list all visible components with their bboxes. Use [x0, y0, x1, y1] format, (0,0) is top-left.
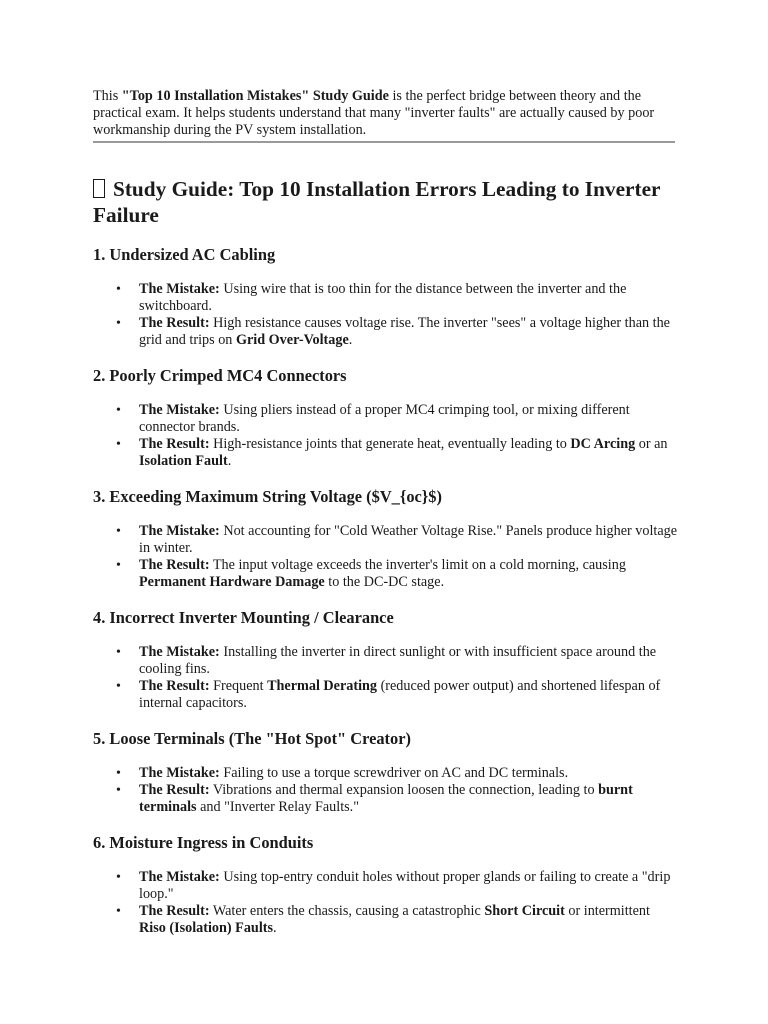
- bullet-list: [93, 402, 675, 470]
- list-item: [93, 765, 679, 782]
- page-title: [93, 176, 675, 228]
- item-text: .: [348, 332, 353, 348]
- item-text: Not accounting for "Cold Weather Voltage Rise." Panels produce higher voltage in winter.: [139, 523, 678, 556]
- item-label: The Result:: [139, 557, 210, 573]
- item-label: The Mistake:: [139, 644, 220, 660]
- item-emphasis: Riso (Isolation) Faults: [139, 920, 274, 936]
- missing-glyph-icon: [93, 179, 105, 198]
- item-label: The Mistake:: [139, 869, 220, 885]
- bullet-icon: •: [116, 679, 121, 694]
- bullet-icon: •: [116, 904, 121, 919]
- bullet-icon: •: [116, 558, 121, 573]
- item-text: High-resistance joints that generate heat, eventually leading to: [209, 436, 571, 452]
- section: [93, 608, 675, 712]
- item-emphasis: Short Circuit: [484, 903, 565, 919]
- list-item: [93, 315, 679, 349]
- list-item: [93, 869, 679, 903]
- item-text: Using wire that is too thin for the distance between the inverter and the switchboard.: [139, 281, 627, 314]
- item-text: or an: [635, 436, 668, 452]
- list-item: [93, 436, 679, 470]
- item-label: The Mistake:: [139, 281, 220, 297]
- item-text: or intermittent: [564, 903, 650, 919]
- item-label: The Result:: [139, 315, 210, 331]
- section: [93, 366, 675, 470]
- item-emphasis: Isolation Fault: [139, 453, 228, 469]
- item-emphasis: DC Arcing: [570, 436, 636, 452]
- list-item: [93, 402, 679, 436]
- section-heading: 2. Poorly Crimped MC4 Connectors: [93, 366, 347, 385]
- list-item: [93, 557, 679, 591]
- bullet-list: [93, 523, 678, 591]
- list-item: [93, 281, 679, 315]
- item-text: (reduced power output) and shortened lifespan of internal capacitors.: [139, 678, 661, 711]
- item-text: and "Inverter Relay Faults.": [196, 799, 360, 815]
- section: [93, 487, 678, 591]
- item-emphasis: burnt terminals: [139, 782, 633, 815]
- item-label: The Mistake:: [139, 765, 220, 781]
- list-item: [93, 678, 679, 712]
- bullet-icon: •: [116, 645, 121, 660]
- item-text: Failing to use a torque screwdriver on AC and DC terminals.: [219, 765, 569, 781]
- item-emphasis: Thermal Derating: [267, 678, 378, 694]
- section: [93, 245, 675, 349]
- section: [93, 729, 675, 816]
- item-text: Water enters the chassis, causing a catastrophic: [209, 903, 485, 919]
- item-text: High resistance causes voltage rise. The inverter "sees" a voltage higher than the grid and trips on: [139, 315, 670, 348]
- item-label: The Result:: [139, 782, 210, 798]
- horizontal-rule: [93, 141, 675, 143]
- bullet-icon: •: [116, 316, 121, 331]
- intro-bold: "Top 10 Installation Mistakes" Study Guide: [121, 88, 389, 104]
- bullet-icon: •: [116, 870, 121, 885]
- intro-pre: This: [93, 88, 122, 104]
- item-text: Using top-entry conduit holes without proper glands or failing to create a "drip loop.": [139, 869, 671, 902]
- section-heading: 4. Incorrect Inverter Mounting / Clearance: [93, 608, 394, 627]
- item-text: to the DC-DC stage.: [324, 574, 445, 590]
- item-text: Frequent: [209, 678, 268, 694]
- item-label: The Mistake:: [139, 402, 220, 418]
- sections-container: [93, 245, 678, 937]
- intro-post: is the perfect bridge between theory and the practical exam. It helps students understand that many "inverter faults" are actually caused by poor workmanship during the PV system installation.: [93, 88, 655, 138]
- bullet-icon: •: [116, 282, 121, 297]
- section-heading: 1. Undersized AC Cabling: [93, 245, 276, 264]
- item-text: The input voltage exceeds the inverter's limit on a cold morning, causing: [209, 557, 626, 573]
- bullet-icon: •: [116, 403, 121, 418]
- item-label: The Mistake:: [139, 523, 220, 539]
- section: [93, 833, 675, 937]
- list-item: [93, 523, 679, 557]
- list-item: [93, 903, 679, 937]
- bullet-list: [93, 765, 675, 816]
- intro-paragraph: [93, 0, 675, 139]
- bullet-list: [93, 869, 675, 937]
- bullet-icon: •: [116, 437, 121, 452]
- bullet-list: [93, 644, 675, 712]
- bullet-icon: •: [116, 783, 121, 798]
- page-title-text: Study Guide: Top 10 Installation Errors Leading to Inverter Failure: [93, 177, 661, 227]
- item-text: Installing the inverter in direct sunlight or with insufficient space around the cooling fins.: [139, 644, 657, 677]
- bullet-icon: •: [116, 766, 121, 781]
- item-label: The Result:: [139, 678, 210, 694]
- item-text: .: [273, 920, 277, 936]
- list-item: [93, 782, 679, 816]
- item-text: Using pliers instead of a proper MC4 crimping tool, or mixing different connector brands.: [139, 402, 630, 435]
- item-emphasis: Permanent Hardware Damage: [139, 574, 325, 590]
- item-label: The Result:: [139, 436, 210, 452]
- bullet-list: [93, 281, 675, 349]
- section-heading: 5. Loose Terminals (The "Hot Spot" Creator): [93, 729, 411, 748]
- section-heading: 6. Moisture Ingress in Conduits: [93, 833, 314, 852]
- item-text: Vibrations and thermal expansion loosen the connection, leading to: [209, 782, 599, 798]
- list-item: [93, 644, 679, 678]
- section-heading: 3. Exceeding Maximum String Voltage ($V_{oc}$): [93, 487, 442, 506]
- item-label: The Result:: [139, 903, 210, 919]
- item-emphasis: Grid Over-Voltage: [235, 332, 349, 348]
- item-text: .: [227, 453, 232, 469]
- bullet-icon: •: [116, 524, 121, 539]
